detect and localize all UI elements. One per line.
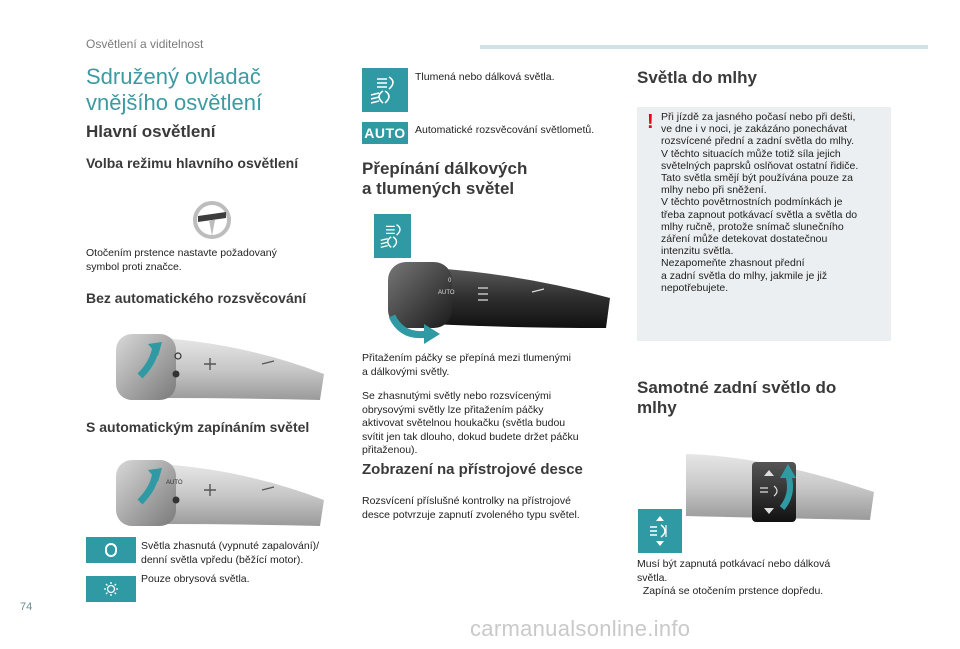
warning-line: V těchto situacích může totiž síla jejich	[661, 147, 841, 160]
lights-off-line1: Světla zhasnutá (vypnuté zapalování)/	[141, 540, 320, 552]
mode-instruction	[86, 247, 336, 274]
warning-line: světelných paprsků oslňovat ostatní řidiče.	[661, 159, 859, 172]
main-lighting-heading: Hlavní osvětlení	[86, 122, 216, 141]
o-ring-icon	[104, 542, 118, 558]
warning-icon: !	[647, 111, 654, 133]
warning-line: nepotřebujete.	[661, 281, 729, 294]
no-auto-heading: Bez automatického rozsvěcování	[86, 290, 307, 306]
warning-line: Tato světla smějí být používána pouze za	[661, 172, 854, 185]
switch-beams-heading	[362, 159, 622, 199]
switch-beams-heading-line2: a tlumených světel	[362, 179, 515, 198]
flash-line4: svítit jen tak dlouho, dokud budete držet páčku	[362, 430, 579, 443]
page-number: 74	[20, 601, 33, 613]
headlights-icon	[369, 75, 401, 105]
sidelights-description: Pouze obrysová světla.	[141, 573, 250, 585]
flash-line2: obrysovými světly lze přitažením páčky	[362, 403, 544, 416]
section-title: Osvětlení a viditelnost	[86, 37, 204, 51]
display-description-line2: desce potvrzuje zapnutí zvoleného typu světel.	[362, 508, 580, 521]
steering-wheel-icon	[192, 200, 232, 245]
flash-description	[362, 390, 622, 458]
pull-arrow-icon	[388, 312, 442, 353]
rear-fog-description	[637, 558, 897, 599]
rear-fog-line1: Musí být zapnutá potkávací nebo dálková	[637, 558, 831, 570]
fog-lights-heading: Světla do mlhy	[637, 68, 757, 87]
warning-line: mlhy nebo při sněžení.	[661, 184, 767, 197]
mode-instruction-line2: symbol proti značce.	[86, 260, 182, 273]
beam-switch-symbol	[374, 214, 411, 258]
headlights-symbol	[362, 68, 408, 112]
auto-symbol	[362, 122, 408, 144]
rear-fog-heading	[637, 378, 897, 418]
sidelights-icon	[101, 581, 121, 597]
warning-line: a zadní světla do mlhy, jakmile je již	[661, 269, 828, 282]
lights-off-symbol	[86, 537, 136, 563]
rear-fog-line2: světla.	[637, 571, 668, 584]
lever-auto-label: AUTO	[166, 480, 183, 486]
lights-off-description	[141, 540, 351, 567]
auto-icon: AUTO	[364, 125, 406, 141]
lever-zero-label: 0	[448, 278, 452, 284]
headlights-description: Tlumená nebo dálková světla.	[415, 71, 555, 83]
header-bar	[480, 45, 928, 49]
rear-fog-heading-line2: mlhy	[637, 398, 677, 417]
sidelights-symbol	[86, 576, 136, 602]
warning-text	[661, 111, 886, 294]
warning-line: V těchto povětrnostních podmínkách je	[661, 196, 843, 209]
display-heading: Zobrazení na přístrojové desce	[362, 461, 583, 478]
lever-auto-label-2: AUTO	[438, 290, 455, 296]
warning-line: záření může detekovat dostatečnou	[661, 233, 828, 246]
display-description	[362, 495, 627, 522]
page-title	[86, 64, 346, 116]
flash-line1: Se zhasnutými světly nebo rozsvícenými	[362, 390, 552, 402]
switch-beams-heading-line1: Přepínání dálkových	[362, 159, 528, 178]
rear-fog-icon	[647, 514, 673, 548]
lever-illustration-no-auto	[106, 324, 326, 410]
warning-line: ve dne i v noci, je zakázáno ponechávat	[661, 123, 848, 136]
auto-description: Automatické rozsvěcování světlometů.	[415, 124, 595, 136]
rear-fog-bullet: Zapíná se otočením prstence dopředu.	[642, 585, 824, 597]
display-description-line1: Rozsvícení příslušné kontrolky na přístrojové	[362, 495, 571, 507]
warning-line: intenzitu světla.	[661, 245, 734, 258]
page-title-line1: Sdružený ovladač	[86, 64, 261, 89]
auto-heading: S automatickým zapínáním světel	[86, 419, 310, 435]
warning-line: Při jízdě za jasného počasí nebo při dešti,	[661, 111, 856, 123]
lever-illustration-fog	[656, 446, 876, 526]
flash-line3: aktivovat světelnou houkačku (světla budou	[362, 417, 566, 429]
mode-instruction-line1: Otočením prstence nastavte požadovaný	[86, 247, 277, 259]
rear-fog-heading-line1: Samotné zadní světlo do	[637, 378, 837, 397]
watermark: carmanualsonline.info	[470, 616, 691, 641]
warning-line: rozsvícené přední a zadní světla do mlhy.	[661, 135, 854, 148]
warning-line: třeba zapnout potkávací světla a světla do	[661, 208, 858, 221]
mode-selection-heading: Volba režimu hlavního osvětlení	[86, 155, 299, 171]
pull-description-line1: Přitažením páčky se přepíná mezi tlumenými	[362, 352, 571, 364]
lights-off-line2: denní světla vpředu (běžící motor).	[141, 553, 304, 566]
headlights-icon	[379, 221, 407, 251]
warning-line: Nezapomeňte zhasnout přední	[661, 257, 805, 270]
page-title-line2: vnějšího osvětlení	[86, 90, 263, 115]
flash-line5: přitaženou).	[362, 444, 418, 456]
pull-description	[362, 352, 622, 379]
warning-line: mlhy ručně, protože snímač slunečního	[661, 220, 844, 233]
lever-illustration-auto	[106, 450, 326, 536]
pull-description-line2: a dálkovými světly.	[362, 365, 450, 378]
rear-fog-symbol	[638, 509, 682, 553]
